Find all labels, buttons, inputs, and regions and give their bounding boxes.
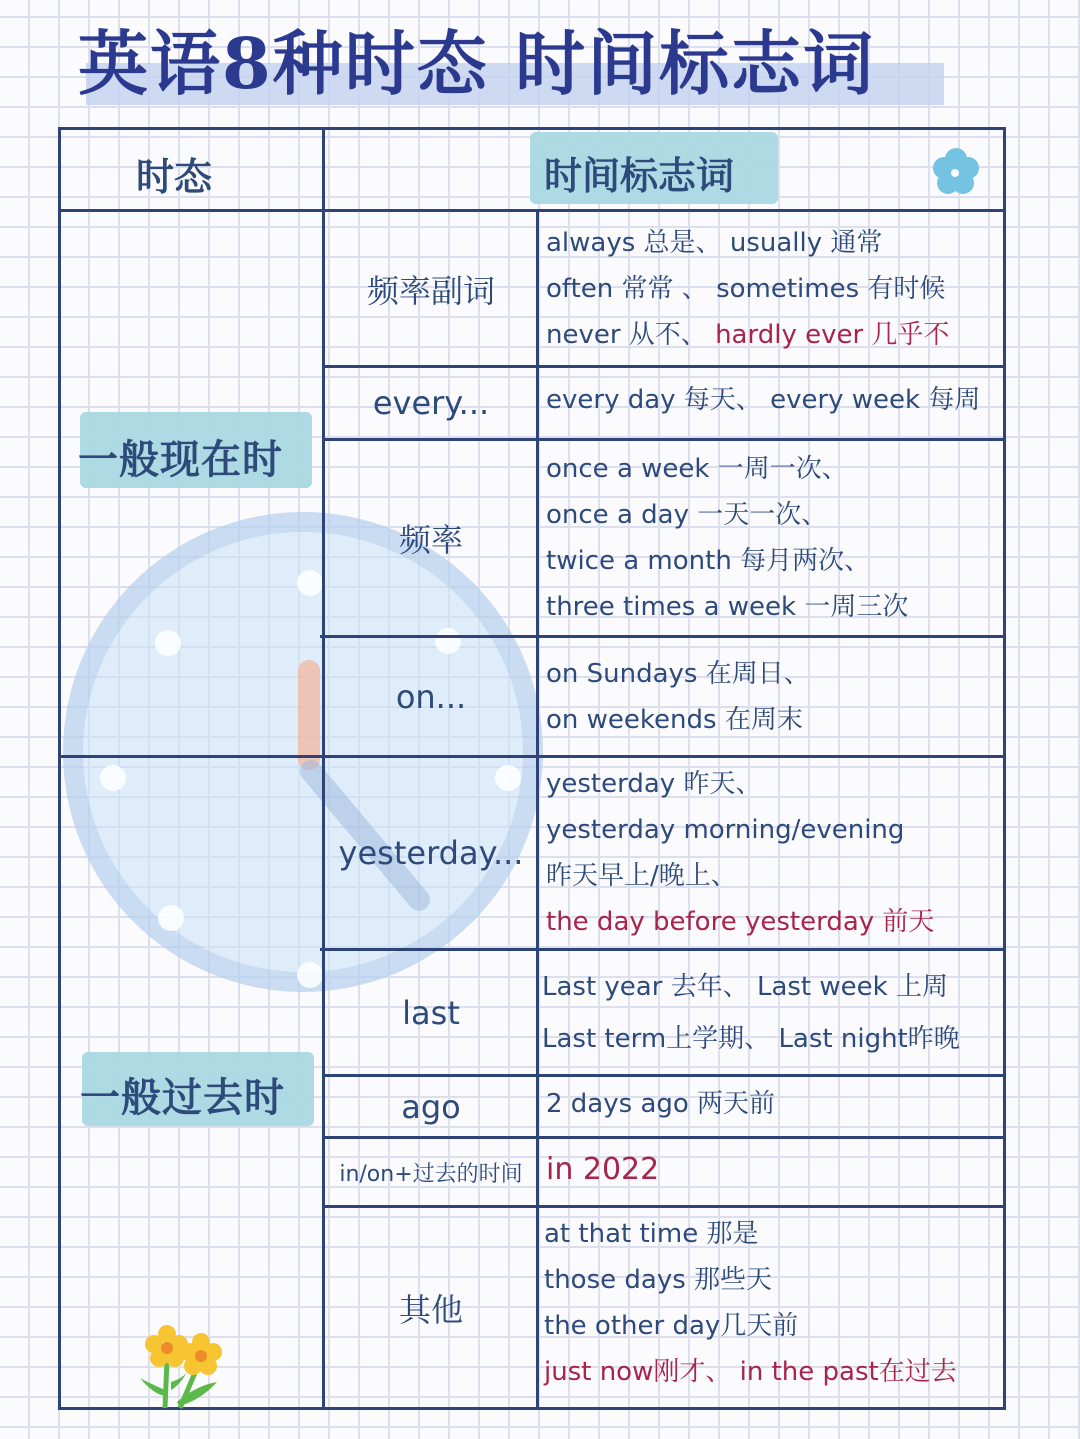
clock-tick-icon: [158, 905, 184, 931]
category-cell: in/on+过去的时间: [339, 1161, 523, 1187]
example-line: [544, 1349, 1004, 1395]
example-text: every day 每天、 every week 每周: [546, 385, 981, 415]
example-text: once a day 一天一次、: [546, 500, 828, 530]
examples-cell: [546, 1077, 1006, 1131]
example-line: [546, 899, 1006, 945]
clock-tick-icon: [297, 570, 323, 596]
example-line: [546, 807, 1006, 853]
example-line: [546, 312, 1006, 358]
example-text: yesterday 昨天、: [546, 769, 762, 799]
example-text: once a week 一周一次、: [546, 454, 848, 484]
category-cell: 频率: [398, 521, 463, 559]
table-border-top: [59, 127, 1006, 130]
example-text-highlighted: the day before yesterday 前天: [546, 907, 935, 937]
example-text: 昨天早上/晚上、: [546, 861, 737, 891]
example-text: those days 那些天: [544, 1265, 773, 1295]
examples-cell: [546, 1139, 1006, 1201]
example-text: always 总是、 usually 通常: [546, 227, 883, 258]
example-text: yesterday morning/evening: [546, 815, 905, 845]
category-cell: last: [402, 993, 460, 1032]
example-text: the other day几天前: [544, 1311, 799, 1341]
example-line: [546, 220, 1006, 266]
example-line: [544, 1211, 1004, 1257]
example-line: [546, 266, 1006, 312]
clock-hour-hand-icon: [298, 660, 320, 770]
example-text: never 从不、: [546, 319, 716, 350]
example-text: twice a month 每月两次、: [546, 546, 871, 576]
column-divider-2: [536, 209, 539, 1409]
example-text: 2 days ago 两天前: [546, 1089, 776, 1119]
category-cell: on...: [395, 677, 467, 716]
tense-label-present-simple: 一般现在时: [78, 436, 283, 483]
clock-tick-icon: [297, 962, 323, 988]
example-line: [546, 761, 1006, 807]
examples-cell: [546, 758, 1006, 948]
example-line: [544, 1303, 1004, 1349]
example-text-highlighted: just now刚才、 in the past在过去: [544, 1357, 957, 1387]
example-line: [546, 1147, 1006, 1193]
example-text: at that time 那是: [544, 1219, 759, 1249]
example-text: often 常常 、 sometimes 有时候: [546, 273, 946, 304]
example-text: Last year 去年、 Last week 上周: [542, 971, 948, 1002]
blue-flower-icon: [930, 146, 982, 198]
clock-tick-icon: [100, 765, 126, 791]
examples-cell: [546, 368, 1006, 432]
examples-cell: [546, 638, 1006, 755]
example-line: [546, 377, 1006, 423]
examples-cell: [542, 951, 1002, 1074]
examples-cell: [546, 441, 1006, 635]
page-title: 英语8种时态 时间标志词: [78, 22, 876, 105]
category-cell: 其他: [398, 1290, 463, 1329]
table-border-left: [58, 127, 61, 1410]
clock-tick-icon: [155, 630, 181, 656]
category-cell: every...: [372, 384, 490, 422]
examples-cell: [544, 1208, 1004, 1398]
example-line: [542, 1013, 1002, 1065]
example-text: on weekends 在周末: [546, 704, 803, 735]
examples-cell: [546, 212, 1006, 365]
example-line: [546, 492, 1006, 538]
category-cell: yesterday...: [338, 834, 524, 872]
example-text-highlighted: in 2022: [546, 1152, 660, 1187]
example-line: [546, 697, 1006, 743]
example-line: [546, 1081, 1006, 1127]
example-line: [546, 584, 1006, 630]
example-line: [544, 1257, 1004, 1303]
example-line: [546, 651, 1006, 697]
category-cell: 频率副词: [366, 271, 495, 310]
example-text: Last term上学期、 Last night昨晚: [542, 1023, 960, 1054]
example-line: [546, 446, 1006, 492]
tense-label-past-simple: 一般过去时: [80, 1074, 285, 1121]
header-markers: 时间标志词: [544, 153, 735, 198]
category-cell: ago: [401, 1087, 461, 1126]
column-divider-1: [322, 127, 325, 1410]
header-tense: 时态: [136, 154, 213, 199]
example-line: [542, 961, 1002, 1013]
example-text: three times a week 一周三次: [546, 592, 909, 622]
example-text-highlighted: hardly ever 几乎不: [715, 319, 950, 350]
example-line: [546, 538, 1006, 584]
example-line: [546, 853, 1006, 899]
example-text: on Sundays 在周日、: [546, 658, 810, 689]
yellow-flowers-icon: [135, 1320, 230, 1410]
